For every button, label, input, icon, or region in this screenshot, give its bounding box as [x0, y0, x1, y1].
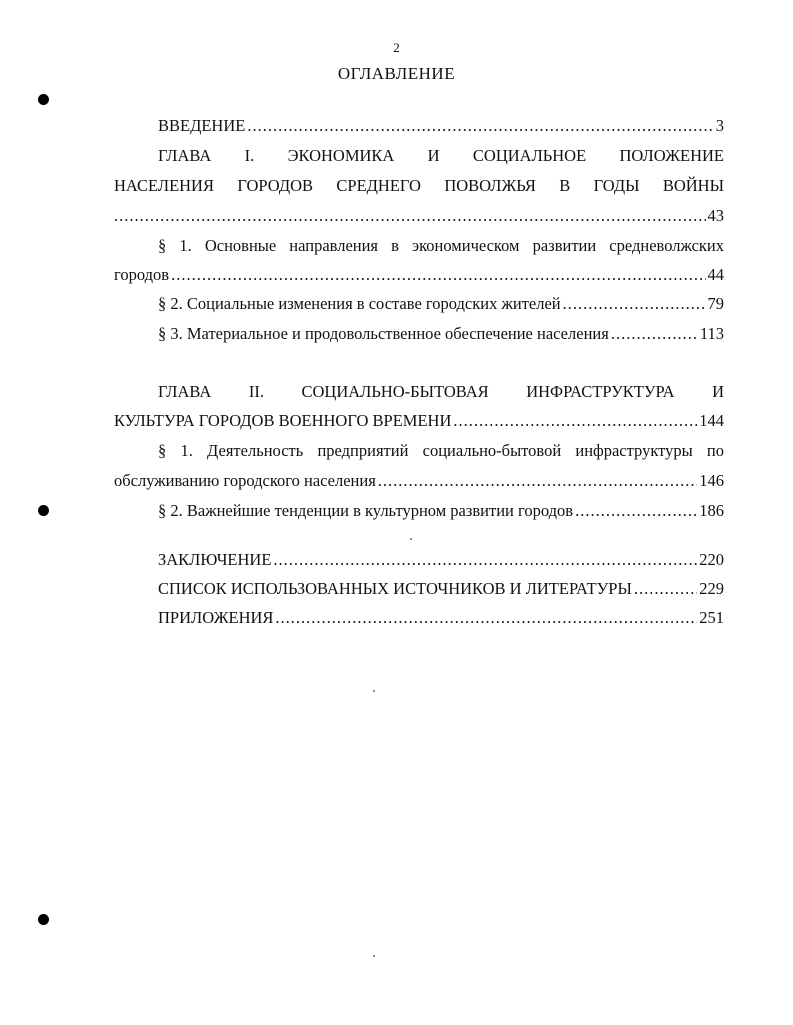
toc-entry-page: 43 — [707, 206, 724, 225]
toc-entry-sources — [158, 578, 724, 600]
scan-speck — [373, 690, 375, 692]
toc-chapter-1-page-line — [114, 205, 724, 227]
toc-entry-page: 251 — [699, 608, 724, 627]
toc-entry-title: обслуживанию городского населения — [114, 471, 376, 490]
toc-entry-page: 146 — [699, 471, 724, 490]
toc-entry-title: городов — [114, 265, 170, 284]
dot-leader — [171, 264, 705, 286]
toc-chapter-2-line-2 — [114, 410, 724, 432]
toc-section-2-1-line-1: § 1. Деятельность предприятий социально-бытовой инфраструктуры по — [158, 441, 724, 460]
toc-section-1-1-line-1: § 1. Основные направления в экономическом развитии средневолжских — [158, 236, 724, 255]
toc-entry-title: ПРИЛОЖЕНИЯ — [158, 608, 274, 627]
toc-entry-title: СПИСОК ИСПОЛЬЗОВАННЫХ ИСТОЧНИКОВ И ЛИТЕРАТУРЫ — [158, 579, 632, 598]
dot-leader — [114, 205, 706, 227]
toc-entry-page: 186 — [699, 501, 724, 520]
dot-leader — [275, 607, 697, 629]
toc-entry-title: § 2. Важнейшие тенденции в культурном развитии городов — [158, 501, 574, 520]
toc-entry-page: 113 — [699, 324, 724, 343]
toc-chapter-1-line-1: ГЛАВА I. ЭКОНОМИКА И СОЦИАЛЬНОЕ ПОЛОЖЕНИЕ — [158, 146, 724, 165]
dot-leader — [273, 549, 697, 571]
toc-entry-page: 3 — [715, 116, 724, 135]
toc-entry-conclusion — [158, 549, 724, 571]
toc-title: ОГЛАВЛЕНИЕ — [337, 64, 456, 83]
toc-entry-title: § 3. Материальное и продовольственное обеспечение населения — [158, 324, 609, 343]
dot-leader — [247, 115, 713, 137]
dot-leader — [611, 323, 698, 345]
punch-hole-mark — [38, 94, 49, 105]
toc-entry-appendix — [158, 607, 724, 629]
toc-chapter-2-line-1: ГЛАВА II. СОЦИАЛЬНО-БЫТОВАЯ ИНФРАСТРУКТУРА И — [158, 382, 724, 401]
toc-section-1-2 — [158, 293, 724, 315]
dot-leader — [563, 293, 706, 315]
toc-entry-title: КУЛЬТУРА ГОРОДОВ ВОЕННОГО ВРЕМЕНИ — [114, 411, 452, 430]
toc-entry-title: § 2. Социальные изменения в составе городских жителей — [158, 294, 561, 313]
page-number: 2 — [393, 40, 400, 55]
punch-hole-mark — [38, 505, 49, 516]
toc-entry-title: ВВЕДЕНИЕ — [158, 116, 246, 135]
toc-entry-page: 144 — [699, 411, 724, 430]
dot-leader — [634, 578, 697, 600]
toc-entry-page: 79 — [707, 294, 724, 313]
toc-entry-title: ЗАКЛЮЧЕНИЕ — [158, 550, 272, 569]
dot-leader — [378, 470, 697, 492]
toc-section-2-2 — [158, 500, 724, 522]
scan-speck — [410, 538, 412, 540]
toc-section-1-1-line-2 — [114, 264, 724, 286]
toc-section-1-3 — [158, 323, 724, 345]
toc-section-2-1-line-2 — [114, 470, 724, 492]
toc-entry-introduction — [158, 115, 724, 137]
toc-entry-page: 220 — [699, 550, 724, 569]
dot-leader — [453, 410, 697, 432]
toc-chapter-1-line-2: НАСЕЛЕНИЯ ГОРОДОВ СРЕДНЕГО ПОВОЛЖЬЯ В ГОДЫ ВОЙНЫ — [114, 176, 724, 195]
toc-entry-page: 44 — [707, 265, 724, 284]
punch-hole-mark — [38, 914, 49, 925]
toc-entry-page: 229 — [699, 579, 724, 598]
scan-speck — [373, 955, 375, 957]
dot-leader — [575, 500, 697, 522]
